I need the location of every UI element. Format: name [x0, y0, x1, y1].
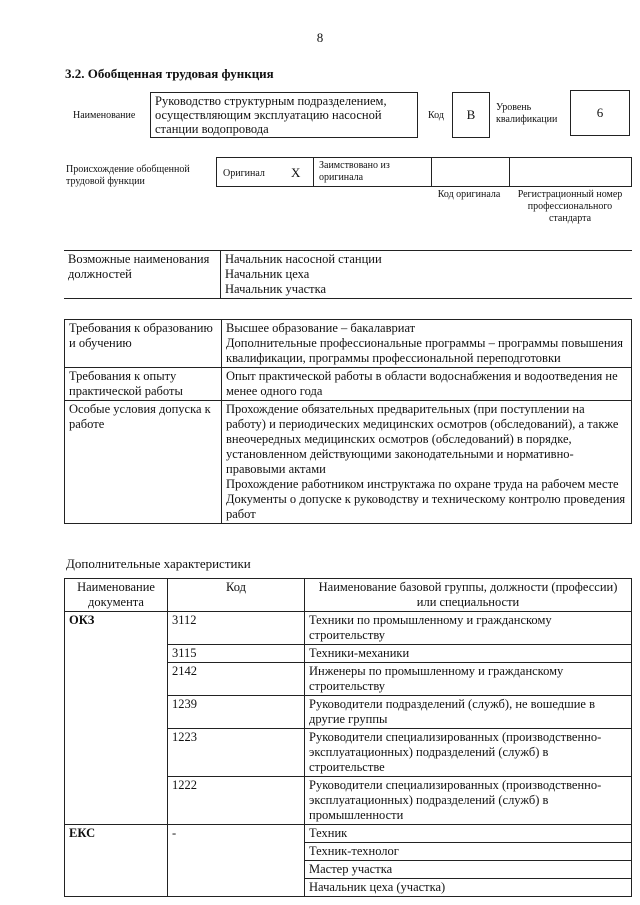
- conditions-value: Прохождение обязательных предварительных (при поступлении на работу) и периодических медицинских осмотров (обследований), а также внеочередных медицинских осмотров (обследований) в порядке, установленном действующими законодательными и нормативно-правовыми актами Прохождение работником инструктажа по охране труда на рабочем месте Документы о допуске к руководству и техническому контролю проведения работ: [222, 401, 632, 524]
- okz-code: 2142: [168, 663, 305, 696]
- conditions-label: Особые условия допуска к работе: [65, 401, 222, 524]
- eks-name: Техник-технолог: [305, 843, 632, 861]
- positions-label: Возможные наименования должностей: [64, 251, 221, 299]
- col-name-header: Наименование базовой группы, должности (профессии) или специальности: [305, 579, 632, 612]
- table-row: [65, 320, 632, 368]
- function-name: Руководство структурным подразделением, осуществляющим эксплуатацию насосной станции водопровода: [150, 92, 418, 138]
- name-label: Наименование: [73, 110, 136, 121]
- eks-code: -: [168, 825, 305, 897]
- code-original-label: Код оригинала: [437, 189, 501, 200]
- education-label: Требования к образованию и обучению: [65, 320, 222, 368]
- experience-label: Требования к опыту практической работы: [65, 368, 222, 401]
- positions-list: Начальник насосной станции Начальник цеха Начальник участка: [225, 252, 382, 296]
- okz-name: Руководители специализированных (производственно-эксплуатационных) подразделений (служб) в промышленности: [305, 777, 632, 825]
- experience-value: Опыт практической работы в области водоснабжения и водоотведения не менее одного года: [222, 368, 632, 401]
- level-label: Уровень квалификации: [496, 102, 558, 125]
- okz-code: 3115: [168, 645, 305, 663]
- table-header-row: [65, 579, 632, 612]
- additional-table: [64, 578, 632, 897]
- level-value: 6: [570, 90, 630, 136]
- section-title: 3.2. Обобщенная трудовая функция: [65, 66, 274, 81]
- okz-code: 1223: [168, 729, 305, 777]
- education-value: Высшее образование – бакалавриат Дополнительные профессиональные программы – программы повышения квалификации, программы профессиональной переподготовки: [222, 320, 632, 368]
- col-doc-header: Наименование документа: [65, 579, 168, 612]
- requirements-table: [64, 319, 632, 524]
- table-row: [65, 825, 632, 843]
- divider: [509, 158, 510, 186]
- eks-name: Техник: [305, 825, 632, 843]
- okz-name: Руководители специализированных (производственно-эксплуатационных) подразделений (служб) в строительстве: [305, 729, 632, 777]
- okz-name: Инженеры по промышленному и гражданскому строительству: [305, 663, 632, 696]
- borrowed-label: Заимствовано из оригинала: [319, 160, 390, 183]
- divider: [431, 158, 432, 186]
- origin-label: Происхождение обобщенной трудовой функции: [66, 164, 190, 187]
- col-code-header: Код: [168, 579, 305, 612]
- table-row: [65, 401, 632, 524]
- okz-code: 3112: [168, 612, 305, 645]
- positions-table: [64, 250, 632, 299]
- okz-code: 1222: [168, 777, 305, 825]
- okz-name: Руководители подразделений (служб), не вошедшие в другие группы: [305, 696, 632, 729]
- eks-name: Мастер участка: [305, 861, 632, 879]
- divider: [313, 158, 314, 186]
- page-number: 8: [316, 30, 324, 45]
- okz-name: Техники по промышленному и гражданскому строительству: [305, 612, 632, 645]
- original-label: Оригинал: [223, 168, 265, 179]
- origin-box: [216, 157, 632, 187]
- additional-title: Дополнительные характеристики: [66, 556, 251, 571]
- original-mark: X: [291, 165, 301, 180]
- okz-name: Техники-механики: [305, 645, 632, 663]
- table-row: [65, 368, 632, 401]
- eks-label: ЕКС: [65, 825, 168, 897]
- eks-name: Начальник цеха (участка): [305, 879, 632, 897]
- reg-number-label: Регистрационный номер профессионального стандарта: [517, 189, 623, 224]
- code-value: В: [452, 92, 490, 138]
- okz-label: ОКЗ: [65, 612, 168, 825]
- okz-code: 1239: [168, 696, 305, 729]
- code-label: Код: [428, 110, 444, 121]
- table-row: [65, 612, 632, 645]
